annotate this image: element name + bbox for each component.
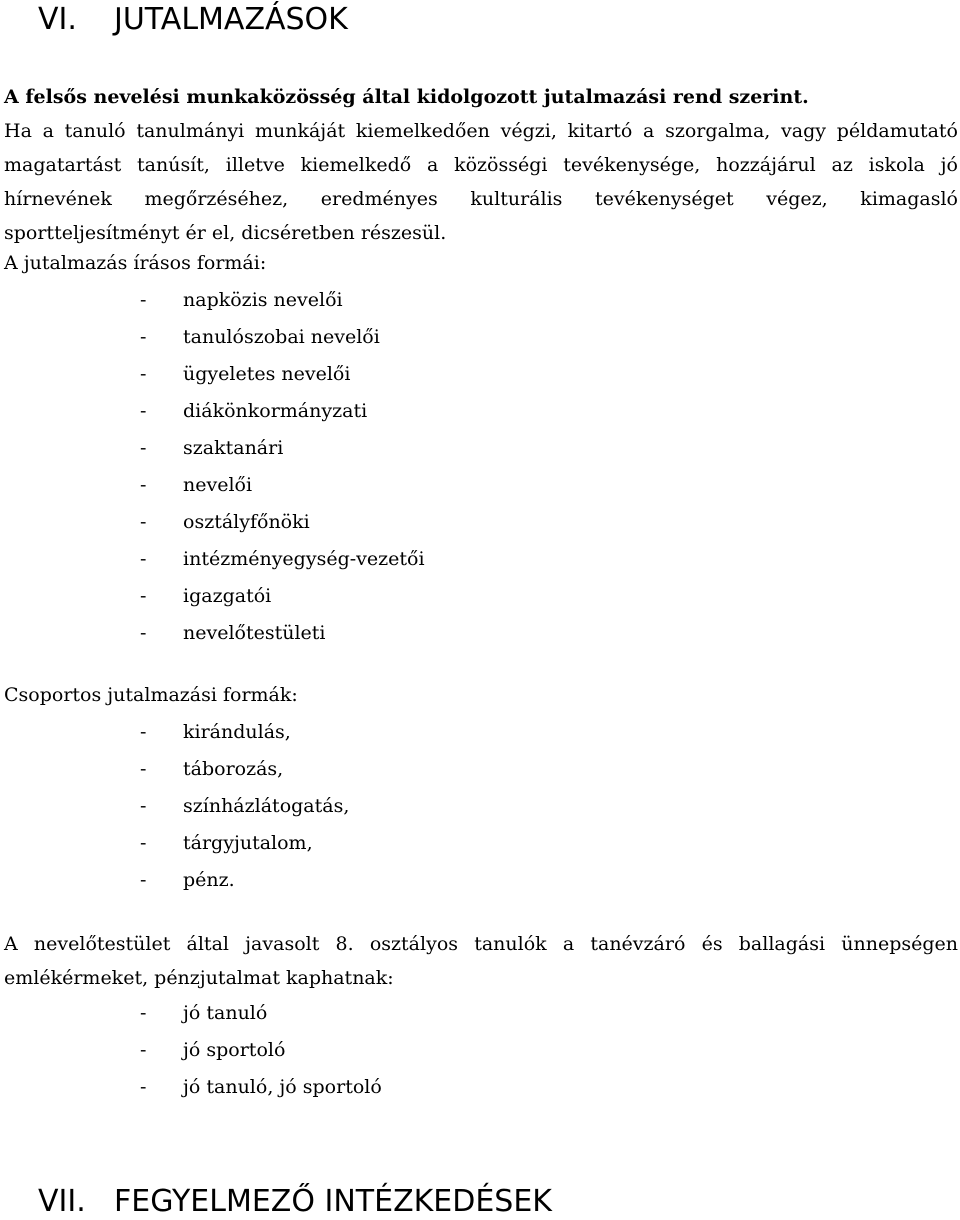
- list-item-text: diákönkormányzati: [183, 400, 368, 422]
- dash-bullet: -: [140, 622, 147, 644]
- dash-bullet: -: [140, 363, 147, 385]
- list-item-text: pénz.: [183, 869, 235, 891]
- list-item-text: igazgatói: [183, 585, 272, 607]
- dash-bullet: -: [140, 1002, 147, 1024]
- dash-bullet: -: [140, 721, 147, 743]
- list-item-text: osztályfőnöki: [183, 511, 310, 533]
- group-forms-heading: Csoportos jutalmazási formák:: [4, 684, 298, 706]
- section-heading-jutalmazasok: [38, 2, 348, 38]
- dash-bullet: -: [140, 511, 147, 533]
- list-item-text: színházlátogatás,: [183, 795, 350, 817]
- list-item-text: jó tanuló: [183, 1002, 268, 1024]
- section-heading-fegyelmezo-intezkedesek: [38, 1184, 552, 1220]
- dash-bullet: -: [140, 400, 147, 422]
- dash-bullet: -: [140, 1076, 147, 1098]
- list-item-text: tanulószobai nevelői: [183, 326, 380, 348]
- written-forms-heading: A jutalmazás írásos formái:: [4, 252, 267, 274]
- list-item-text: nevelői: [183, 474, 253, 496]
- list-item-text: tárgyjutalom,: [183, 832, 313, 854]
- dash-bullet: -: [140, 869, 147, 891]
- list-item-text: nevelőtestületi: [183, 622, 326, 644]
- intro-paragraph: Ha a tanuló tanulmányi munkáját kiemelkedően végzi, kitartó a szorgalma, vagy példamutató magatartást tanúsít, illetve kiemelkedő a közösségi tevékenysége, hozzájárul az iskola jó hírnevének megőrzéséhez, eredményes kulturális tevékenységet végez, kimagasló sportteljesítményt ér el, dicséretben részesül.: [4, 120, 958, 244]
- dash-bullet: -: [140, 795, 147, 817]
- dash-bullet: -: [140, 289, 147, 311]
- dash-bullet: -: [140, 832, 147, 854]
- section-title: FEGYELMEZŐ INTÉZKEDÉSEK: [114, 1184, 552, 1219]
- section-title: JUTALMAZÁSOK: [114, 2, 348, 37]
- dash-bullet: -: [140, 585, 147, 607]
- medals-paragraph: A nevelőtestület által javasolt 8. osztályos tanulók a tanévzáró és ballagási ünnepségen emlékérmeket, pénzjutalmat kaphatnak:: [4, 933, 958, 989]
- section-number: VII.: [38, 1184, 86, 1219]
- list-item-text: napközis nevelői: [183, 289, 343, 311]
- list-item-text: intézményegység-vezetői: [183, 548, 425, 570]
- list-item-text: jó tanuló, jó sportoló: [183, 1076, 382, 1098]
- dash-bullet: -: [140, 474, 147, 496]
- list-item-text: táborozás,: [183, 758, 284, 780]
- dash-bullet: -: [140, 758, 147, 780]
- dash-bullet: -: [140, 548, 147, 570]
- section-number: VI.: [38, 2, 77, 37]
- list-item-text: ügyeletes nevelői: [183, 363, 351, 385]
- dash-bullet: -: [140, 1039, 147, 1061]
- dash-bullet: -: [140, 437, 147, 459]
- intro-bold-line: A felsős nevelési munkaközösség által kidolgozott jutalmazási rend szerint.: [4, 86, 809, 108]
- list-item-text: jó sportoló: [183, 1039, 286, 1061]
- list-item-text: szaktanári: [183, 437, 284, 459]
- dash-bullet: -: [140, 326, 147, 348]
- list-item-text: kirándulás,: [183, 721, 291, 743]
